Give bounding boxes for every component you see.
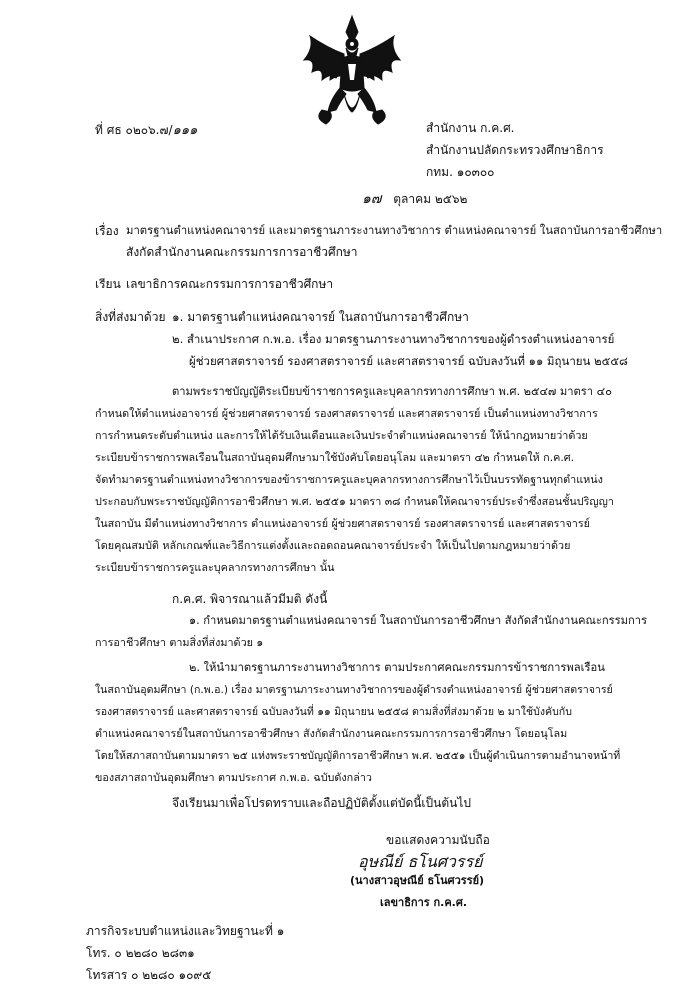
- ref-number: ๐๒๐๖.๗/: [125, 123, 173, 137]
- garuda-emblem: [300, 14, 404, 126]
- para1-line: ประกอบกับพระราชบัญญัติการอาชีวศึกษา พ.ศ. ๒๕๕๑ มาตรา ๓๘ กำหนดให้คณาจารย์ประจำซึ่งสอนชั้นปริญญา: [95, 495, 614, 508]
- resolution-heading: ก.ค.ศ. พิจารณาแล้วมีมติ ดังนี้: [172, 592, 328, 606]
- handwritten-signature: อุษณีย์ ธโนศวรรย์: [358, 852, 483, 871]
- signer-name: (นางสาวอุษณีย์ ธโนศวรรย์): [350, 874, 485, 887]
- enclosure-item2-line2: ผู้ช่วยศาสตราจารย์ รองศาสตราจารย์ และศาสตราจารย์ ฉบับลงวันที่ ๑๑ มิถุนายน ๒๕๕๘: [189, 354, 628, 368]
- to-label: เรียน: [95, 277, 121, 291]
- res2-line: ตำแหน่งคณาจารย์ในสถาบันการอาชีวศึกษา สังกัดสำนักงานคณะกรรมการการอาชีวศึกษา โดยอนุโลม: [95, 727, 568, 740]
- footer-tel: โทร. ๐ ๒๒๘๐ ๒๘๓๑: [86, 946, 195, 960]
- para1-line: กำหนดให้ตำแหน่งอาจารย์ ผู้ช่วยศาสตราจารย์ รองศาสตราจารย์ และศาสตราจารย์ เป็นตำแหน่งทางวิชาการ: [95, 407, 598, 420]
- para1-line: จัดทำมาตรฐานตำแหน่งทางวิชาการของข้าราชการครูและบุคลากรทางการศึกษาไว้เป็นบรรทัดฐานทุกตำแหน่ง: [95, 473, 603, 486]
- closing: จึงเรียนมาเพื่อโปรดทราบและถือปฏิบัติตั้งแต่บัดนี้เป็นต้นไป: [172, 796, 472, 810]
- res2-line: ๒. ให้นำมาตรฐานภาระงานทางวิชาการ ตามประกาศคณะกรรมการข้าราชการพลเรือน: [189, 661, 605, 674]
- enclosures-label: สิ่งที่ส่งมาด้วย: [95, 310, 166, 324]
- para1-line: ในสถาบัน มีตำแหน่งทางวิชาการ ตำแหน่งอาจารย์ ผู้ช่วยศาสตราจารย์ รองศาสตราจารย์ และศาสตราจารย์: [95, 517, 590, 530]
- res2-line: ของสภาสถาบันอุดมศึกษา ตามประกาศ ก.พ.อ. ฉบับดังกล่าว: [95, 771, 372, 784]
- enclosure-item1: ๑. มาตรฐานตำแหน่งคณาจารย์ ในสถาบันการอาชีวศึกษา: [172, 310, 469, 324]
- sender-line2: สำนักงานปลัดกระทรวงศึกษาธิการ: [426, 143, 604, 157]
- enclosure-item2-line1: ๒. สำเนาประกาศ ก.พ.อ. เรื่อง มาตรฐานภาระงานทางวิชาการของผู้ดำรงตำแหน่งอาจารย์: [172, 332, 615, 346]
- para1-line: โดยคุณสมบัติ หลักเกณฑ์และวิธีการแต่งตั้งและถอดถอนคณาจารย์ประจำ ให้เป็นไปตามกฎหมายว่าด้วย: [95, 539, 571, 552]
- date: [362, 192, 467, 206]
- res2-line: รองศาสตราจารย์ และศาสตราจารย์ ฉบับลงวันที่ ๑๑ มิถุนายน ๒๕๕๘ ตามสิ่งที่ส่งมาด้วย ๒ มาใช้บังคับกับ: [95, 706, 572, 718]
- sender-line3: กทม. ๑๐๓๐๐: [426, 165, 495, 179]
- res1-line: ๑. กำหนดมาตรฐานตำแหน่งคณาจารย์ ในสถาบันการอาชีวศึกษา สังกัดสำนักงานคณะกรรมการ: [189, 614, 648, 627]
- para1-line: ระเบียบข้าราชการพลเรือนในสถาบันอุดมศึกษามาใช้บังคับโดยอนุโลม และมาตรา ๔๒ กำหนดให้ ก.ค.ศ.: [95, 451, 575, 464]
- ref-label: ที่ ศธ: [95, 123, 122, 137]
- res1-line: การอาชีวศึกษา ตามสิ่งที่ส่งมาด้วย ๑: [95, 636, 264, 649]
- date-day: ๑๗: [362, 191, 382, 207]
- res2-line: โดยให้สภาสถาบันตามมาตรา ๒๕ แห่งพระราชบัญญัติการอาชีวศึกษา พ.ศ. ๒๕๕๑ เป็นผู้ดำเนินการตามอำนาจหน้าที่: [95, 750, 621, 762]
- footer-fax: โทรสาร ๐ ๒๒๘๐ ๑๐๙๕: [86, 968, 212, 982]
- para1-line: ตามพระราชบัญญัติระเบียบข้าราชการครูและบุคลากรทางการศึกษา พ.ศ. ๒๕๔๗ มาตรา ๔๐: [172, 385, 612, 398]
- para1-line: การกำหนดระดับตำแหน่ง และการให้ได้รับเงินเดือนและเงินประจำตำแหน่งคณาจารย์ ให้นำกฎหมายว่าด้วย: [95, 429, 588, 442]
- subject-label: เรื่อง: [95, 224, 119, 238]
- signer-title: เลขาธิการ ก.ค.ศ.: [380, 896, 468, 909]
- date-month-year: ตุลาคม ๒๕๖๒: [393, 192, 468, 206]
- to-text: เลขาธิการคณะกรรมการการอาชีวศึกษา: [126, 277, 334, 291]
- reference-number: [95, 123, 197, 138]
- res2-line: ในสถาบันอุดมศึกษา (ก.พ.อ.) เรื่อง มาตรฐานภาระงานทางวิชาการของผู้ดำรงตำแหน่งอาจารย์ ผู้ช่วยศาสตราจารย์: [95, 684, 613, 696]
- subject-line1: มาตรฐานตำแหน่งคณาจารย์ และมาตรฐานภาระงานทางวิชาการ ตำแหน่งคณาจารย์ ในสถาบันการอาชีวศึกษา: [126, 224, 663, 237]
- salutation: ขอแสดงความนับถือ: [386, 833, 490, 847]
- footer-dept: ภารกิจระบบตำแหน่งและวิทยฐานะที่ ๑: [86, 924, 285, 938]
- subject-line2: สังกัดสำนักงานคณะกรรมการการอาชีวศึกษา: [126, 245, 358, 259]
- para1-line: ระเบียบข้าราชการครูและบุคลากรทางการศึกษา นั้น: [95, 561, 335, 574]
- sender-line1: สำนักงาน ก.ค.ศ.: [426, 121, 515, 135]
- ref-hand-number: ๑๑๑: [172, 123, 198, 138]
